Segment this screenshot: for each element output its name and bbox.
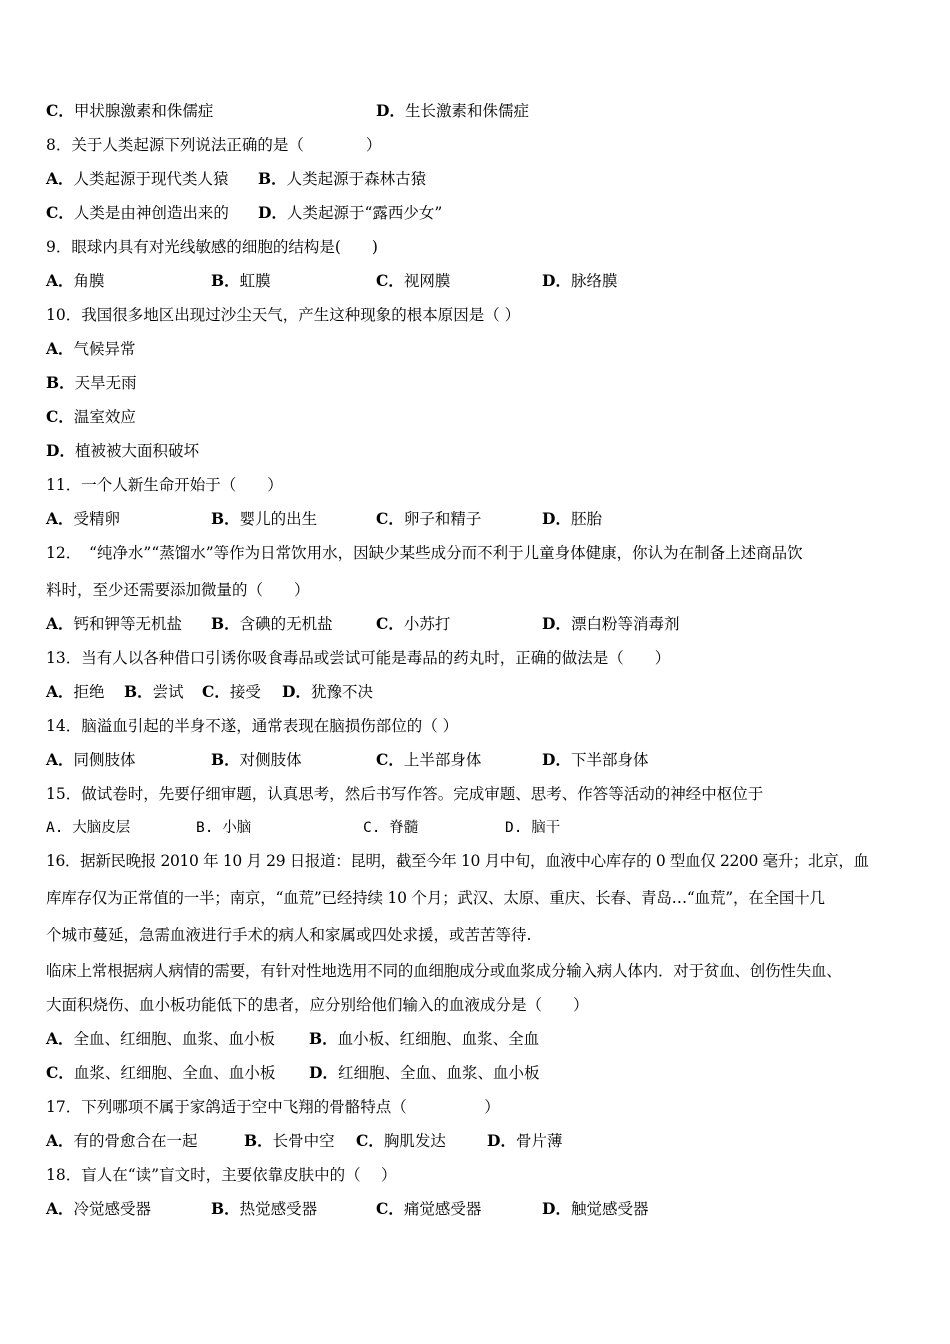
option-b — [211, 270, 271, 292]
option-b — [196, 817, 251, 839]
option-text: 同侧肢体 — [73, 751, 136, 769]
option-c — [363, 817, 418, 839]
option-label: A． — [46, 750, 74, 769]
question-12-stem-line-2: 料时，至少还需要添加微量的（ ） — [46, 581, 310, 599]
option-label: D． — [542, 750, 571, 769]
option-label: D． — [542, 271, 571, 290]
option-text: 血浆、红细胞、全血、血小板 — [73, 1064, 276, 1082]
question-9-stem: 9．眼球内具有对光线敏感的细胞的结构是( ) — [46, 238, 378, 256]
option-label: D． — [542, 1199, 571, 1218]
option-label: A． — [46, 614, 74, 633]
option-text: 人类起源于森林古猿 — [286, 170, 427, 188]
option-a — [46, 613, 182, 635]
option-d — [282, 681, 373, 703]
option-label: B． — [309, 1029, 338, 1048]
option-label: C． — [202, 682, 230, 701]
option-a — [46, 1198, 151, 1220]
option-label: B． — [124, 682, 153, 701]
question-10-stem: 10．我国很多地区出现过沙尘天气，产生这种现象的根本原因是（ ） — [46, 306, 521, 324]
option-d — [542, 508, 602, 530]
option-label: A． — [46, 271, 74, 290]
question-16-para-line-1: 16．据新民晚报 2010 年 10 月 29 日报道：昆明，截至今年 10 月中旬，血液中心库存的 0 型血仅 2200 毫升；北京，血 — [46, 852, 869, 870]
option-label: D． — [487, 1131, 516, 1150]
option-text: 温室效应 — [73, 408, 136, 426]
question-17-stem: 17．下列哪项不属于家鸽适于空中飞翔的骨骼特点（ ） — [46, 1098, 500, 1116]
option-text: 小苏打 — [403, 615, 451, 633]
option-label: A． — [46, 169, 74, 188]
option-text: 钙和钾等无机盐 — [73, 615, 183, 633]
option-text: 下半部身体 — [570, 751, 649, 769]
option-d — [542, 270, 617, 292]
option-a — [46, 1028, 275, 1050]
option-text: 犹豫不决 — [310, 683, 373, 701]
option-a — [46, 508, 120, 530]
question-13-stem: 13．当有人以各种借口引诱你吸食毒品或尝试可能是毒品的药丸时，正确的做法是（ ） — [46, 649, 671, 667]
option-label: A． — [46, 339, 74, 358]
option-a — [46, 749, 136, 771]
option-text: 上半部身体 — [403, 751, 482, 769]
question-14-stem: 14．脑溢血引起的半身不遂，通常表现在脑损伤部位的（ ） — [46, 717, 459, 735]
option-text: 脊髓 — [389, 820, 419, 836]
option-label: B． — [258, 169, 287, 188]
option-text: 植被被大面积破坏 — [74, 442, 199, 460]
option-text: 甲状腺激素和侏儒症 — [73, 102, 214, 120]
option-text: 热觉感受器 — [239, 1200, 318, 1218]
option-text: 天旱无雨 — [74, 374, 137, 392]
option-label: D． — [258, 203, 287, 222]
option-label: C． — [356, 1131, 384, 1150]
q10-option-d — [46, 440, 199, 462]
option-c — [376, 270, 450, 292]
option-text: 人类起源于现代类人猿 — [73, 170, 229, 188]
option-label: B. — [196, 820, 214, 836]
option-label: B． — [211, 271, 240, 290]
option-text: 痛觉感受器 — [403, 1200, 482, 1218]
option-d — [376, 100, 529, 122]
option-label: D． — [542, 614, 571, 633]
option-text: 卵子和精子 — [403, 510, 482, 528]
option-label: A． — [46, 1029, 74, 1048]
option-label: A． — [46, 682, 74, 701]
option-c — [356, 1130, 446, 1152]
q18-options — [46, 1198, 906, 1220]
option-label: D． — [376, 101, 405, 120]
option-b — [309, 1028, 539, 1050]
option-text: 血小板、红细胞、血浆、全血 — [337, 1030, 540, 1048]
q13-options — [46, 681, 906, 703]
option-c — [202, 681, 261, 703]
option-text: 视网膜 — [403, 272, 451, 290]
option-label: B． — [211, 750, 240, 769]
option-c — [376, 1198, 481, 1220]
option-label: C． — [46, 407, 74, 426]
option-d — [487, 1130, 562, 1152]
option-label: A. — [46, 820, 64, 836]
option-label: C． — [46, 1063, 74, 1082]
option-label: B． — [211, 614, 240, 633]
option-text: 冷觉感受器 — [73, 1200, 152, 1218]
option-b — [211, 613, 333, 635]
q15-options — [46, 817, 906, 839]
option-text: 受精卵 — [73, 510, 121, 528]
option-label: B． — [244, 1131, 273, 1150]
q12-options — [46, 613, 906, 635]
option-a — [46, 270, 105, 292]
option-label: A． — [46, 1199, 74, 1218]
question-18-stem: 18．盲人在“读”盲文时，主要依靠皮肤中的（ ） — [46, 1166, 397, 1184]
option-text: 大脑皮层 — [72, 820, 131, 836]
option-text: 含碘的无机盐 — [239, 615, 333, 633]
option-label: C． — [376, 614, 404, 633]
option-label: A． — [46, 1131, 74, 1150]
option-text: 红细胞、全血、血浆、血小板 — [337, 1064, 540, 1082]
option-text: 气候异常 — [73, 340, 136, 358]
option-d — [542, 613, 679, 635]
option-text: 拒绝 — [73, 683, 105, 701]
q9-options — [46, 270, 906, 292]
question-16-para-line-3: 个城市蔓延，急需血液进行手术的病人和家属或四处求援，或苦苦等待. — [46, 926, 532, 944]
option-text: 全血、红细胞、血浆、血小板 — [73, 1030, 276, 1048]
option-text: 胸肌发达 — [383, 1132, 446, 1150]
option-b — [124, 681, 184, 703]
option-b — [211, 1198, 317, 1220]
option-label: A． — [46, 509, 74, 528]
q10-option-a — [46, 338, 136, 360]
option-label: C． — [376, 509, 404, 528]
q8-options-line-2 — [46, 202, 906, 224]
option-text: 骨片薄 — [515, 1132, 563, 1150]
option-a — [46, 168, 229, 190]
option-label: D． — [309, 1063, 338, 1082]
option-text: 小脑 — [222, 820, 252, 836]
question-15-stem: 15．做试卷时，先要仔细审题，认真思考，然后书写作答。完成审题、思考、作答等活动的神经中枢位于 — [46, 785, 764, 803]
option-d — [309, 1062, 539, 1084]
option-b — [211, 508, 317, 530]
option-label: D. — [505, 820, 523, 836]
option-b — [244, 1130, 335, 1152]
q10-option-c — [46, 406, 136, 428]
q16-options-line-1 — [46, 1028, 906, 1050]
option-d — [258, 202, 442, 224]
option-text: 长骨中空 — [272, 1132, 335, 1150]
option-label: D． — [542, 509, 571, 528]
option-d — [505, 817, 560, 839]
option-text: 婴儿的出生 — [239, 510, 318, 528]
option-c — [46, 202, 229, 224]
option-text: 对侧肢体 — [239, 751, 302, 769]
option-text: 脉络膜 — [570, 272, 618, 290]
question-16-para-line-4: 临床上常根据病人病情的需要，有针对性地选用不同的血细胞成分或血浆成分输入病人体内．对于贫血、创伤性失血、 — [46, 962, 842, 980]
question-16-para-line-2: 库库存仅为正常值的一半；南京，“血荒”已经持续 10 个月；武汉、太原、重庆、长春、青岛…“血荒”，在全国十几 — [46, 889, 825, 907]
question-8-stem: 8．关于人类起源下列说法正确的是（ ） — [46, 136, 382, 154]
option-text: 漂白粉等消毒剂 — [570, 615, 680, 633]
option-label: B． — [211, 509, 240, 528]
option-text: 脑干 — [531, 820, 561, 836]
option-text: 人类是由神创造出来的 — [73, 204, 229, 222]
option-label: C． — [46, 101, 74, 120]
option-c — [376, 613, 450, 635]
option-a — [46, 817, 130, 839]
question-12-stem-line-1: 12． “纯净水”“蒸馏水”等作为日常饮用水，因缺少某些成分而不利于儿童身体健康，你认为在制备上述商品饮 — [46, 544, 803, 562]
q17-options — [46, 1130, 906, 1152]
question-16-para-line-5: 大面积烧伤、血小板功能低下的患者，应分别给他们输入的血液成分是（ ） — [46, 996, 589, 1014]
option-text: 虹膜 — [239, 272, 271, 290]
option-label: C． — [46, 203, 74, 222]
option-c — [376, 508, 481, 530]
question-11-stem: 11．一个人新生命开始于（ ） — [46, 476, 283, 494]
option-text: 角膜 — [73, 272, 105, 290]
option-text: 生长激素和侏儒症 — [404, 102, 529, 120]
option-c — [46, 1062, 275, 1084]
option-text: 人类起源于“露西少女” — [286, 204, 443, 222]
q7-options-line — [46, 100, 906, 122]
option-text: 有的骨愈合在一起 — [73, 1132, 198, 1150]
option-text: 尝试 — [152, 683, 184, 701]
option-label: D． — [282, 682, 311, 701]
option-text: 触觉感受器 — [570, 1200, 649, 1218]
option-d — [542, 1198, 648, 1220]
option-c — [46, 100, 213, 122]
option-label: B． — [211, 1199, 240, 1218]
option-label: C． — [376, 1199, 404, 1218]
option-label: C. — [363, 820, 381, 836]
option-label: B． — [46, 373, 75, 392]
q10-option-b — [46, 372, 137, 394]
option-label: D． — [46, 441, 75, 460]
q14-options — [46, 749, 906, 771]
q8-options-line-1 — [46, 168, 906, 190]
q16-options-line-2 — [46, 1062, 906, 1084]
option-text: 接受 — [229, 683, 261, 701]
option-d — [542, 749, 648, 771]
option-b — [258, 168, 426, 190]
option-label: C． — [376, 271, 404, 290]
q11-options — [46, 508, 906, 530]
option-text: 胚胎 — [570, 510, 602, 528]
option-c — [376, 749, 481, 771]
option-b — [211, 749, 302, 771]
option-a — [46, 681, 105, 703]
option-label: C． — [376, 750, 404, 769]
option-a — [46, 1130, 198, 1152]
